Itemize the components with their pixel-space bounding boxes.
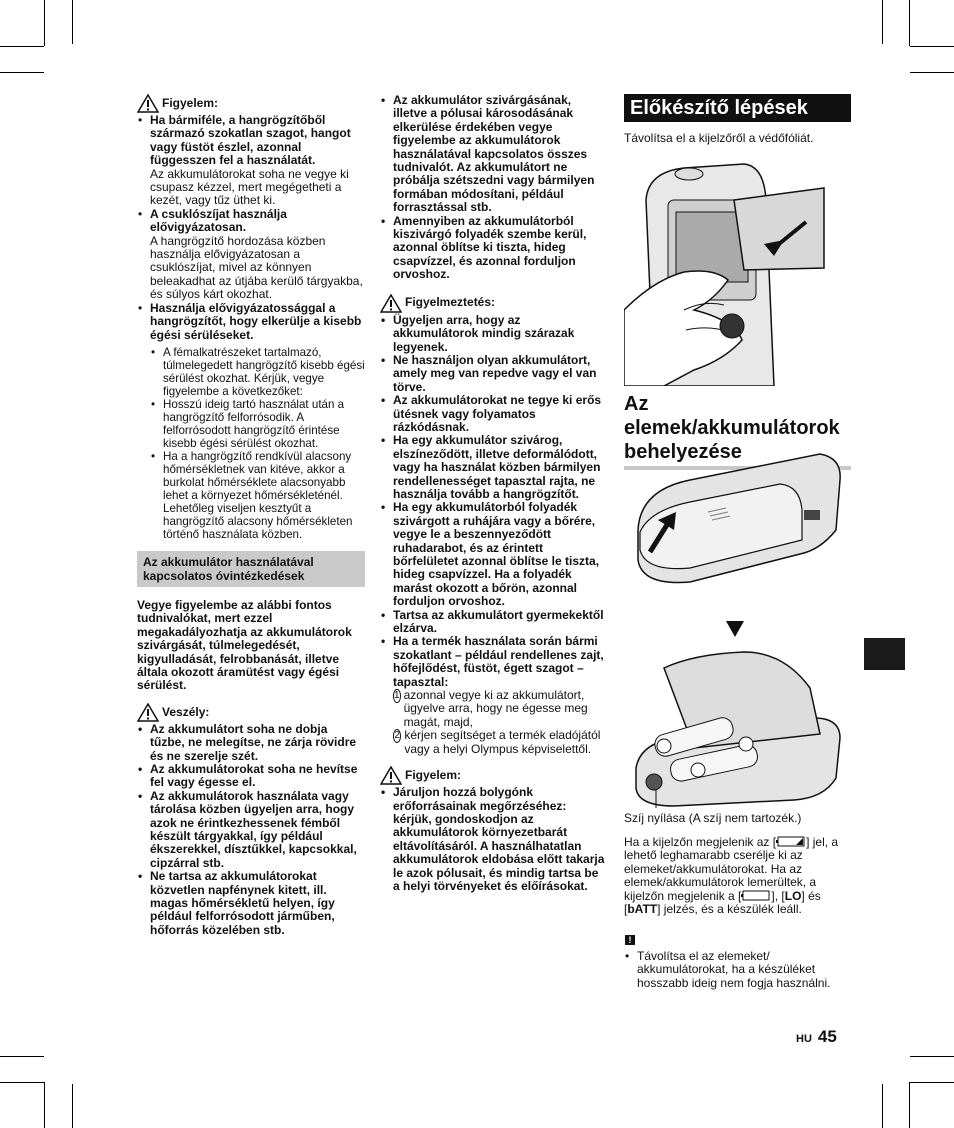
numbered-item: 2 kérjen segítséget a termék eladójától vagy a helyi Olympus képviselettől. xyxy=(394,728,601,756)
veszely-heading: Veszély: xyxy=(137,703,365,722)
warning-icon xyxy=(137,94,159,113)
list-item: • Ne tartsa az akkumulátorokat közvetlen napfénynek kitett, ill. magas hőmérsékletű helyen, így például felforrósodott járműben, hőforrás közelében stb. xyxy=(137,870,365,937)
list-item: • Az akkumulátorokat ne tegye ki erős ütésnek vagy folyamatos rázkódásnak. xyxy=(380,394,608,434)
crop-mark xyxy=(882,1084,883,1128)
figyelem-list xyxy=(137,114,365,342)
note-list-wrap xyxy=(624,950,852,990)
list-item: • Használja elővigyázatossággal a hangrögzítőt, hogy elkerülje a kisebb égési sérüléseket. xyxy=(137,302,365,342)
crop-mark xyxy=(910,46,954,47)
figyelem-heading-2: Figyelem: xyxy=(380,766,608,785)
list-item: • Ha egy akkumulátorból folyadék szivárgott a ruhájára vagy a bőrére, vegye le a beszennyeződött ruhadarabot, és az érintett bőrfelületet azonnal öblítse le tiszta, hideg csapvízzel. Ha a folyadék marást okozott a bőrön, azonnal forduljon orvoshoz. xyxy=(380,501,608,608)
crop-mark xyxy=(44,0,45,46)
peel-film-illustration xyxy=(624,160,836,386)
crop-mark xyxy=(0,1056,44,1057)
note-list xyxy=(624,950,852,990)
crop-mark xyxy=(882,0,883,44)
list-item: • Ha bármiféle, a hangrögzítőből származó szokatlan szagot, hangot vagy füstöt észlel, azonnal függesszen fel a használatát. Az akkumulátorokat soha ne vegye ki csupasz kézzel, mert megégetheti a kezét, vagy tűz üthet ki. xyxy=(137,114,365,208)
list-item: • Az akkumulátorok használata vagy tárolása közben ügyeljen arra, hogy azok ne érintkezhessenek fémből készült tárgyakkal, így például ékszerekkel, dísztűkkel, kapcsokkal, cipzárral stb. xyxy=(137,790,365,870)
crop-mark xyxy=(0,46,44,47)
list-item: • Amennyiben az akkumulátorból kiszivárgó folyadék szembe kerül, azonnal öblítse ki tiszta, hideg csapvízzel, és azonnal forduljon orvoshoz. xyxy=(380,215,608,282)
crop-mark xyxy=(909,1082,910,1128)
battery-insertion-illustration xyxy=(634,648,844,808)
warning-icon xyxy=(380,294,402,313)
figyelem-heading: Figyelem: xyxy=(137,94,365,113)
strap-caption: Szíj nyílása (A szíj nem tartozék.) xyxy=(624,811,802,825)
sub-list xyxy=(150,346,365,541)
crop-mark xyxy=(910,1082,954,1083)
sub-list-item: • Hosszú ideig tartó használat után a hangrögzítő felforrósodik. A felforrósodott hangrögzítő érintése kisebb égési sérülést okozhat. xyxy=(150,398,365,450)
list-item: • A csuklószíjat használja elővigyázatosan. A hangrögzítő hordozása közben használja elővigyázatosan a csuklószíjat, mivel az könnyen beleakadhat az útjába kerülő tárgyakba, és súlyos kárt okozhat. xyxy=(137,208,365,302)
crop-mark xyxy=(72,1084,73,1128)
section-heading-preparation: Előkészítő lépések xyxy=(624,94,851,122)
column-2 xyxy=(380,94,608,893)
column-1 xyxy=(137,94,365,937)
battery-indicator-text: Ha a kijelzőn megjelenik az [ ] jel, a lehető leghamarabb cserélje ki az elemeket/akkumulátorokat. Ha az elemek/akkumulátorok lemerültek, a kijelzőn megjelenik a [ ], [LO] és [bATT] jelzés, és a készülék leáll. xyxy=(624,835,839,917)
page-number: 45 xyxy=(817,1027,837,1046)
figyelmeztetes-list xyxy=(380,314,608,689)
list-item: • Távolítsa el az elemeket/ akkumulátorokat, ha a készüléket hosszabb ideig nem fogja használni. xyxy=(624,950,852,990)
battery-low-icon xyxy=(776,836,806,847)
list-item: • Ha egy akkumulátor szivárog, elszíneződött, illetve deformálódott, vagy ha használat közben bármilyen rendellenességet tapasztal rajta, ne használja tovább a hangrögzítőt. xyxy=(380,434,608,501)
page-footer xyxy=(796,1027,837,1047)
list-item: • Tartsa az akkumulátort gyermekektől elzárva. xyxy=(380,609,608,636)
list-item: • Az akkumulátor szivárgásának, illetve a pólusai károsodásának elkerülése érdekében vegye figyelembe az akkumulátorok használatával kapcsolatos összes tudnivalót. Az akkumulátort ne próbálja szétszedni vagy bármilyen formában módosítani, például forrasztással stb. xyxy=(380,94,608,215)
crop-mark xyxy=(910,1056,954,1057)
section-box-title: Az akkumulátor használatával kapcsolatos óvintézkedések xyxy=(137,551,365,587)
list-item: • Az akkumulátort soha ne dobja tűzbe, ne melegítse, ne zárja rövidre és ne szerelje szét. xyxy=(137,723,365,763)
crop-mark xyxy=(44,1082,45,1128)
intro-paragraph: Vegye figyelembe az alábbi fontos tudnivalókat, mert ezzel megakadályozhatja az akkumulátorok szivárgását, túlmelegedését, kigyulladását, felrobbanását, illetve általa okozott áramütést vagy égési sérülést. xyxy=(137,597,352,693)
number-circle: 1 xyxy=(394,690,400,702)
warning-icon xyxy=(137,703,159,722)
lo-indicator: LO xyxy=(784,888,802,903)
crop-mark xyxy=(72,0,73,44)
battery-empty-icon xyxy=(741,890,771,901)
chapter-tab xyxy=(864,638,905,670)
list-item: • Ügyeljen arra, hogy az akkumulátorok mindig szárazak legyenek. xyxy=(380,314,608,354)
crop-mark xyxy=(910,72,954,73)
figyelem-list-2 xyxy=(380,786,608,893)
crop-mark xyxy=(0,1082,44,1083)
step-text: Távolítsa el a kijelzőről a védőfóliát. xyxy=(624,131,814,145)
crop-mark xyxy=(909,0,910,46)
veszely-list xyxy=(137,723,365,938)
batt-indicator: bATT xyxy=(627,902,658,917)
sub-list-item: • A fémalkatrészeket tartalmazó, túlmelegedett hangrögzítő kisebb égési sérülést okozhat. Kérjük, vegye figyelembe a következőket: xyxy=(150,346,365,398)
list-item: • Az akkumulátorokat soha ne hevítse fel vagy égesse el. xyxy=(137,763,365,790)
figyelmeztetes-heading: Figyelmeztetés: xyxy=(380,294,608,313)
cover-removal-illustration xyxy=(630,450,845,590)
list-item: • Ha a termék használata során bármi szokatlant – például rendellenes zajt, hőfejlődést, füstöt, égett szagot – tapasztal: xyxy=(380,635,608,689)
sub-list-item: • Ha a hangrögzítő rendkívül alacsony hőmérsékletnek van kitéve, akkor a burkolat hőmérséklete alacsonyabb lehet a környezet hőmérsékleténél. Lehetőleg viseljen kesztyűt a hangrögzítő alacsony hőmérsékleten történő használata közben. xyxy=(150,450,365,541)
list-item: • Járuljon hozzá bolygónk erőforrásainak megőrzéséhez: kérjük, gondoskodjon az akkumulátorok környezetbarát eltávolításáról. A használhatatlan akkumulátorok eldobása előtt takarja le azok pólusait, és mindig tartsa be a helyi törvényeket és előírásokat. xyxy=(380,786,608,893)
note-icon: ! xyxy=(625,935,635,945)
down-arrow-icon xyxy=(726,621,744,637)
crop-mark xyxy=(0,72,44,73)
battery-list-top xyxy=(380,94,608,282)
warning-icon xyxy=(380,766,402,785)
section-heading-batteries: Az elemek/akkumulátorok behelyezése xyxy=(624,392,851,470)
number-circle: 2 xyxy=(394,730,400,742)
list-item: • Ne használjon olyan akkumulátort, amely meg van repedve vagy el van törve. xyxy=(380,354,608,394)
language-code: HU xyxy=(796,1033,812,1045)
numbered-item: 1 azonnal vegye ki az akkumulátort, ügyelve arra, hogy ne égesse meg magát, majd, xyxy=(394,688,588,729)
